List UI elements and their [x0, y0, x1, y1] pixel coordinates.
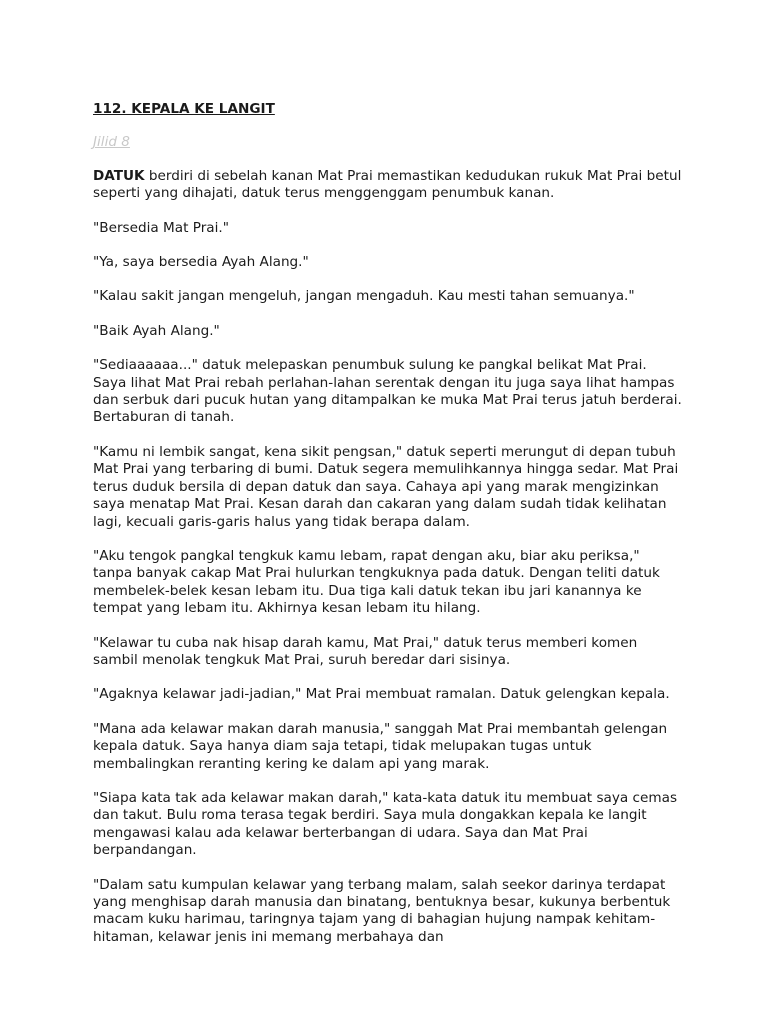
- volume-subtitle: Jilid 8: [93, 134, 130, 151]
- paragraph: "Siapa kata tak ada kelawar makan darah," kata-kata datuk itu membuat saya cemas dan takut. Bulu roma terasa tegak berdiri. Saya mula dongakkan kepala ke langit mengawasi kalau ada kelawar berterbangan di udara. Saya dan Mat Prai berpandangan.: [93, 789, 678, 859]
- paragraph: "Mana ada kelawar makan darah manusia," sanggah Mat Prai membantah gelengan kepala datuk. Saya hanya diam saja tetapi, tidak melupakan tugas untuk membalingkan reranting kering ke dalam api yang marak.: [93, 720, 668, 772]
- chapter-title: 112. KEPALA KE LANGIT: [93, 101, 275, 117]
- paragraph: "Kalau sakit jangan mengeluh, jangan mengaduh. Kau mesti tahan semuanya.": [93, 288, 635, 305]
- paragraph: "Baik Ayah Alang.": [93, 322, 220, 339]
- paragraph-text: berdiri di sebelah kanan Mat Prai memastikan kedudukan rukuk Mat Prai betul seperti yang dihajati, datuk terus menggenggam penumbuk kanan.: [93, 167, 682, 202]
- paragraph: "Bersedia Mat Prai.": [93, 219, 229, 236]
- paragraph: "Kelawar tu cuba nak hisap darah kamu, Mat Prai," datuk terus memberi komen sambil menolak tengkuk Mat Prai, suruh beredar dari sisinya.: [93, 634, 638, 668]
- paragraph-lead-word: DATUK: [93, 167, 145, 184]
- document-page: [93, 101, 683, 963]
- paragraph: "Ya, saya bersedia Ayah Alang.": [93, 254, 309, 271]
- paragraph: [93, 168, 683, 203]
- paragraph: "Aku tengok pangkal tengkuk kamu lebam, rapat dengan aku, biar aku periksa," tanpa banyak cakap Mat Prai hulurkan tengkuknya pada datuk. Dengan teliti datuk membelek-belek kesan lebam itu. Dua tiga kali datuk tekan ibu jari kanannya ke tempat yang lebam itu. Akhirnya kesan lebam itu hilang.: [93, 547, 660, 617]
- paragraph: "Sediaaaaaa..." datuk melepaskan penumbuk sulung ke pangkal belikat Mat Prai. Saya lihat Mat Prai rebah perlahan-lahan serentak dengan itu juga saya lihat hampas dan serbuk dari pucuk hutan yang ditampalkan ke muka Mat Prai terus jatuh berderai. Bertaburan di tanah.: [93, 357, 682, 426]
- paragraph: "Kamu ni lembik sangat, kena sikit pengsan," datuk seperti merungut di depan tubuh Mat Prai yang terbaring di bumi. Datuk segera memulihkannya hingga sedar. Mat Prai terus duduk bersila di depan datuk dan saya. Cahaya api yang marak mengizinkan saya menatap Mat Prai. Kesan darah dan cakaran yang dalam sudah tidak kelihatan lagi, kecuali garis-garis halus yang tidak berapa dalam.: [93, 443, 679, 530]
- paragraph: "Agaknya kelawar jadi-jadian," Mat Prai membuat ramalan. Datuk gelengkan kepala.: [93, 686, 670, 703]
- paragraph: "Dalam satu kumpulan kelawar yang terbang malam, salah seekor darinya terdapat yang menghisap darah manusia dan binatang, bentuknya besar, kukunya berbentuk macam kuku harimau, taringnya tajam yang di bahagian hujung nampak kehitam-hitaman, kelawar jenis ini memang merbahaya dan: [93, 876, 671, 945]
